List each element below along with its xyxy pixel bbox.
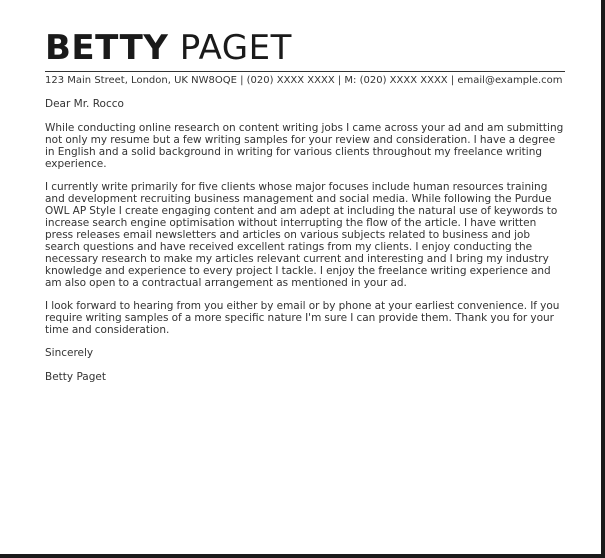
cover-letter — [45, 28, 565, 384]
contact-line: 123 Main Street, London, UK NW8OQE | (020) XXXX XXXX | M: (020) XXXX XXXX | email@example.com — [45, 71, 565, 87]
letter-header-name — [45, 28, 565, 68]
body-paragraph-3: I look forward to hearing from you either by email or by phone at your earliest convenience. If you require writing samples of a more specific nature I'm sure I can provide them. Thank you for your time and consideration. — [45, 300, 560, 336]
body-paragraph-1: While conducting online research on content writing jobs I came across your ad and am submitting not only my resume but a few writing samples for your review and consideration. I have a degree in English and a solid background in writing for various clients throughout my freelance writing experience. — [45, 122, 564, 170]
signature-name: Betty Paget — [45, 371, 106, 383]
salutation: Dear Mr. Rocco — [45, 98, 124, 110]
body-paragraph-2: I currently write primarily for five clients whose major focuses include human resources training and development recruiting business management and social media. While following the Purdue OWL AP Style I create engaging content and am adept at including the natural use of keywords to increase search engine optimisation without interrupting the flow of the article. I have written press releases email newsletters and articles on various subjects related to business and job search questions and have received excellent ratings from my clients. I enjoy conducting the necessary research to make my articles relevant current and interesting and I bring my industry knowledge and experience to every project I tackle. I enjoy the freelance writing experience and am also open to a contractual arrangement as mentioned in your ad. — [45, 181, 558, 289]
first-name: BETTY — [45, 28, 169, 68]
last-name: PAGET — [179, 28, 292, 68]
closing: Sincerely — [45, 347, 94, 359]
